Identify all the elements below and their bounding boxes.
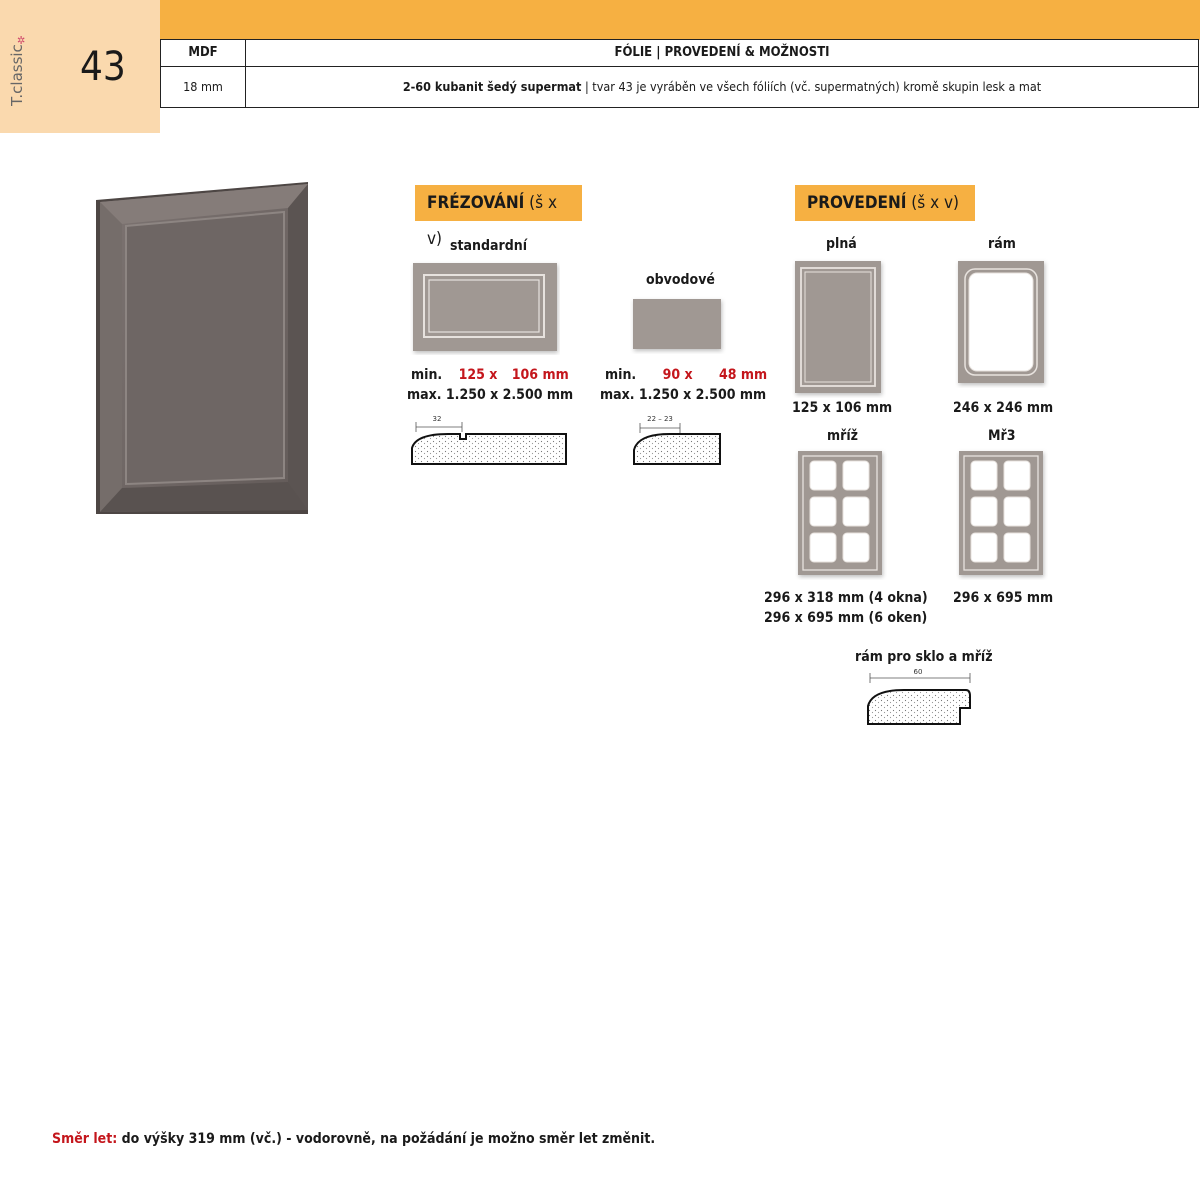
window-pane: [810, 497, 836, 526]
window-pane: [810, 533, 836, 562]
window-pane: [1004, 533, 1030, 562]
window-pane: [1004, 461, 1030, 490]
frame-size: 246 x 246 mm: [953, 400, 1054, 416]
milling-title-sub: (š x v): [427, 193, 558, 249]
grid-size-1: 296 x 318 mm (4 okna): [764, 590, 928, 606]
brand-logo: [8, 34, 40, 108]
foil-note: | tvar 43 je vyráběn ve všech fóliích (vč. supermatných) kromě skupin lesk a mat: [581, 79, 1042, 94]
perimeter-milling-panel: [630, 296, 726, 354]
standard-max: max. 1.250 x 2.500 mm: [407, 387, 574, 403]
standard-profile-drawing: [408, 410, 570, 470]
standard-min-width: 125 x: [458, 367, 498, 383]
window-pane: [971, 461, 997, 490]
full-label: plná: [826, 236, 857, 252]
grain-direction-label: Směr let:: [52, 1131, 118, 1147]
material-header: MDF: [161, 40, 246, 66]
grid-panel: [795, 448, 887, 580]
header-bar: [160, 0, 1200, 40]
door-image: [92, 178, 322, 518]
standard-min-label: min.: [411, 367, 443, 383]
brand-star-icon: ✲: [17, 34, 26, 47]
milling-title: FRÉZOVÁNÍ: [427, 193, 525, 213]
perimeter-min-label: min.: [605, 367, 637, 383]
grid3-label: Mř3: [988, 428, 1016, 444]
window-pane: [971, 533, 997, 562]
spec-header-row: [161, 40, 1198, 67]
perimeter-max: max. 1.250 x 2.500 mm: [600, 387, 767, 403]
foil-name: 2-60 kubanit šedý supermat: [402, 79, 582, 94]
full-size: 125 x 106 mm: [792, 400, 893, 416]
standard-profile-dim: 32: [432, 415, 442, 423]
perimeter-profile-dim: 22 – 23: [647, 415, 673, 423]
glass-frame-profile-drawing: [862, 664, 978, 728]
window-pane: [843, 461, 869, 490]
model-number: 43: [80, 44, 126, 90]
perimeter-min: [605, 367, 767, 383]
spec-value-row: [161, 67, 1198, 108]
window-pane: [843, 497, 869, 526]
window-pane: [1004, 497, 1030, 526]
window-pane: [971, 497, 997, 526]
standard-min: [411, 367, 569, 383]
foil-description: [246, 67, 1198, 108]
frame-label: rám: [988, 236, 1016, 252]
perimeter-label: obvodové: [646, 272, 715, 288]
thickness-value: 18 mm: [161, 67, 246, 108]
standard-milling-panel: [410, 260, 560, 355]
perimeter-min-width: 90 x: [662, 367, 693, 383]
perimeter-profile-drawing: [630, 410, 724, 470]
glass-frame-label: rám pro sklo a mříž: [855, 649, 993, 665]
full-panel: [792, 258, 886, 398]
versions-title: PROVEDENÍ: [807, 193, 907, 213]
frame-panel: [955, 258, 1049, 388]
grain-direction-text: do výšky 319 mm (vč.) - vodorovně, na požádání je možno směr let změnit.: [117, 1131, 656, 1147]
spec-table: [160, 39, 1199, 108]
brand-name: T.classic: [8, 44, 26, 106]
grid-label: mříž: [827, 428, 858, 444]
window-pane: [843, 533, 869, 562]
grid3-size: 296 x 695 mm: [953, 590, 1054, 606]
versions-heading: [795, 185, 975, 221]
window-pane: [810, 461, 836, 490]
versions-title-sub: (š x v): [906, 193, 960, 213]
glass-frame-profile-dim: 60: [913, 668, 923, 676]
standard-min-height: 106 mm: [511, 367, 569, 383]
perimeter-min-height: 48 mm: [719, 367, 768, 383]
grid3-panel: [956, 448, 1048, 580]
grid-size-2: 296 x 695 mm (6 oken): [764, 610, 928, 626]
standard-label: standardní: [450, 238, 528, 254]
foil-header: FÓLIE | PROVEDENÍ & MOŽNOSTI: [614, 45, 830, 60]
grain-direction-note: [52, 1131, 655, 1147]
